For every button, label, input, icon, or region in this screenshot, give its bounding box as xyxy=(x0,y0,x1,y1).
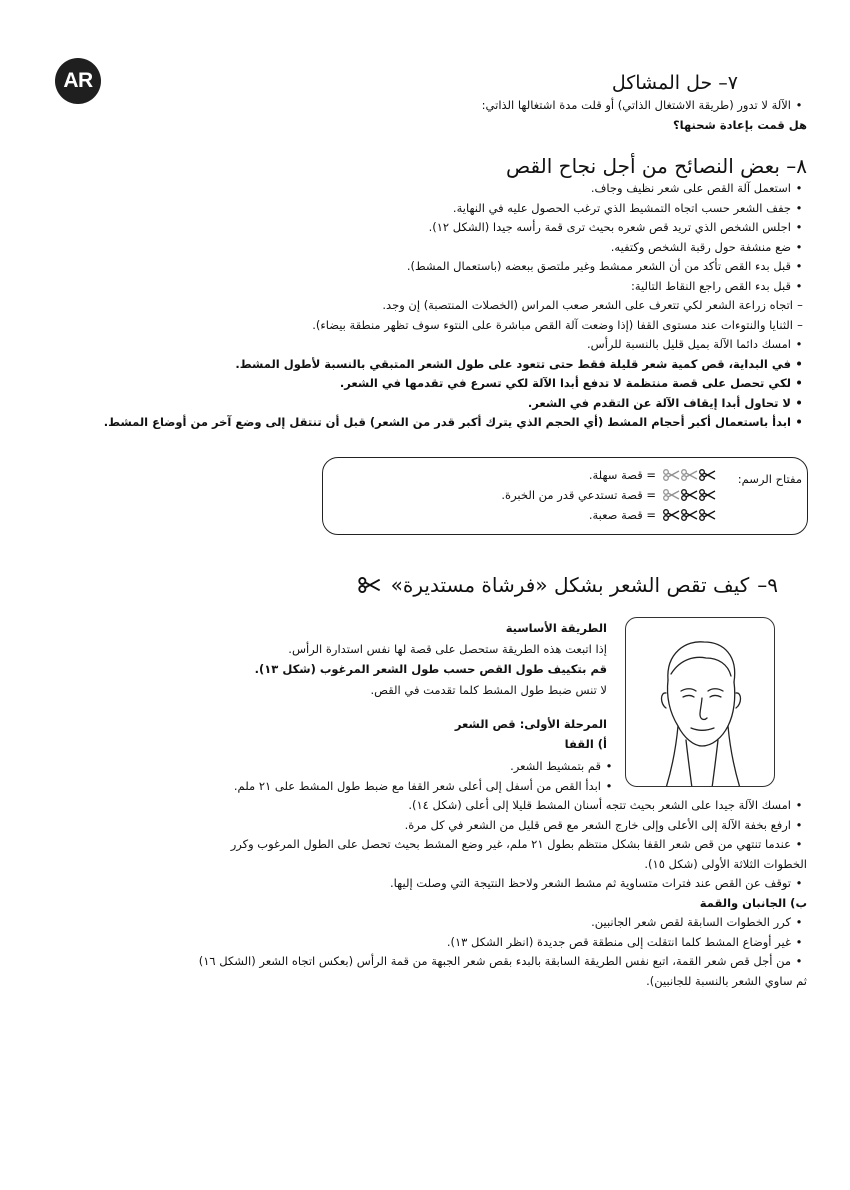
legend-row-easy xyxy=(589,466,722,484)
dash-item: – اتجاه زراعة الشعر لكي تتعرف على الشعر صعب المراس (الخصلات المنتصبة) إن وجد. xyxy=(47,297,807,314)
subheading-a: أ) القفا xyxy=(564,736,607,751)
scissors-icon xyxy=(662,469,680,481)
list-item: • امسك الآلة جيدا على الشعر بحيث تتجه أسنان المشط قليلا إلى أعلى (شكل ١٤). xyxy=(37,797,807,814)
nape-steps xyxy=(17,758,617,794)
scissors-icon xyxy=(698,509,716,521)
legend-row-hard xyxy=(589,506,722,524)
list-item: • استعمل آلة القص على شعر نظيف وجاف. xyxy=(47,180,807,197)
basic-line: لا تنس ضبط طول المشط كلما تقدمت في القص. xyxy=(370,682,607,697)
man-face-icon xyxy=(626,618,775,787)
section-8-number: ٨– xyxy=(786,154,807,178)
section-9-heading xyxy=(357,572,778,598)
section-7-line: • الآلة لا تدور (طريقة الاشتغال الذاتي) أو قلت مدة اشتغالها الذاتي: xyxy=(482,97,807,114)
list-item: • قبل بدء القص راجع النقاط التالية: xyxy=(47,278,807,295)
scissors-group xyxy=(662,489,716,501)
legend-text: = قصة صعبة. xyxy=(588,508,656,522)
list-item: • توقف عن القص عند فترات متساوية ثم مشط الشعر ولاحظ النتيجة التي وصلت إليها. xyxy=(37,875,807,892)
bold-list-item: • لكي تحصل على قصة منتظمة لا تدفع أبدا الآلة لكي تسرع في تقدمها في الشعر. xyxy=(47,375,807,392)
list-item: • قبل بدء القص تأكد من أن الشعر ممشط وغير ملتصق ببعضه (باستعمال المشط). xyxy=(47,258,807,275)
list-item: • كرر الخطوات السابقة لقص شعر الجانبين. xyxy=(37,914,807,931)
dash-item: – الثنايا والنتوءات عند مستوى القفا (إذا وضعت آلة القص مباشرة على النتوء سوف تظهر منطقة بيضاء). xyxy=(47,317,807,334)
list-item: • ارفع بخفة الآلة إلى الأعلى وإلى خارج الشعر مع قص قليل من الشعر في كل مرة. xyxy=(37,817,807,834)
phase-heading: المرحلة الأولى: قص الشعر xyxy=(454,717,607,731)
scissors-icon xyxy=(680,509,698,521)
scissors-icon xyxy=(698,469,716,481)
bold-list-item: • في البداية، قص كمية شعر قليلة فقط حتى تتعود على طول الشعر المتبقي بالنسبة لأطول المشط. xyxy=(47,356,807,373)
full-steps xyxy=(37,797,807,989)
list-item: • قم بتمشيط الشعر. xyxy=(17,758,617,775)
list-item: • عندما تنتهي من قص شعر القفا بشكل منتظم بطول ٢١ ملم، غير وضع المشط بحيث تحصل على الطول المرغوب وكرر xyxy=(37,836,807,853)
section-9-title: كيف تقص الشعر بشكل «فرشاة مستديرة» xyxy=(390,573,750,597)
section-9-number: ٩– xyxy=(757,573,778,597)
scissors-icon xyxy=(698,489,716,501)
list-item: • اجلس الشخص الذي تريد قص شعره بحيث ترى قمة رأسه جيدا (الشكل ١٢). xyxy=(47,219,807,236)
basic-method xyxy=(87,620,607,752)
section-8-title: بعض النصائح من أجل نجاح القص xyxy=(506,154,780,178)
basic-line: قم بتكييف طول القص حسب طول الشعر المرغوب (شكل ١٣). xyxy=(254,662,607,676)
bold-list-item: • لا تحاول أبدا إيقاف الآلة عن التقدم في الشعر. xyxy=(47,395,807,412)
list-item-continuation: الخطوات الثلاثة الأولى (شكل ١٥). xyxy=(644,856,807,871)
subheading-b: ب) الجانبان والقمة xyxy=(699,895,807,910)
section-7-title: حل المشاكل xyxy=(611,72,713,94)
scissors-icon xyxy=(357,577,381,593)
section-7-heading xyxy=(612,70,738,96)
scissors-group xyxy=(662,509,716,521)
list-item: • جفف الشعر حسب اتجاه التمشيط الذي ترغب الحصول عليه في النهاية. xyxy=(47,200,807,217)
basic-heading: الطريقة الأساسية xyxy=(505,621,607,635)
legend-row-medium xyxy=(501,486,722,504)
scissors-icon xyxy=(680,469,698,481)
section-7-question: هل قمت بإعادة شحنها؟ xyxy=(672,118,807,132)
section-8-list xyxy=(47,180,807,431)
scissors-icon xyxy=(662,489,680,501)
portrait-illustration xyxy=(625,617,775,787)
legend-label: مفتاح الرسم: xyxy=(737,472,802,486)
scissors-icon xyxy=(680,489,698,501)
section-7-number: ٧– xyxy=(718,72,738,94)
scissors-icon xyxy=(662,509,680,521)
legend-text: = قصة تستدعي قدر من الخبرة. xyxy=(501,488,656,502)
list-item: • غير أوضاع المشط كلما انتقلت إلى منطقة قص جديدة (انظر الشكل ١٣). xyxy=(37,934,807,951)
legend-text: = قصة سهلة. xyxy=(588,468,656,482)
list-item: • ضع منشفة حول رقبة الشخص وكتفيه. xyxy=(47,239,807,256)
list-item: • امسك دائما الآلة بميل قليل بالنسبة للرأس. xyxy=(47,336,807,353)
scissors-group xyxy=(662,469,716,481)
basic-line: إذا اتبعت هذه الطريقة ستحصل على قصة لها نفس استدارة الرأس. xyxy=(288,641,607,656)
section-8-heading xyxy=(506,153,807,179)
list-item: • من أجل قص شعر القمة، اتبع نفس الطريقة السابقة بالبدء بقص شعر الجبهة من قمة الرأس (بعكس اتجاه الشعر (الشكل ١٦) xyxy=(37,953,807,970)
bold-list-item: • ابدأ باستعمال أكبر أحجام المشط (أي الحجم الذي يترك أكبر قدر من الشعر) قبل أن تنتقل إلى وضع آخر من أوضاع المشط. xyxy=(47,414,807,431)
list-item-continuation: ثم ساوي الشعر بالنسبة للجانبين). xyxy=(646,973,807,988)
language-badge: AR xyxy=(55,58,101,104)
list-item: • ابدأ القص من أسفل إلى أعلى شعر القفا مع ضبط طول المشط على ٢١ ملم. xyxy=(17,778,617,795)
